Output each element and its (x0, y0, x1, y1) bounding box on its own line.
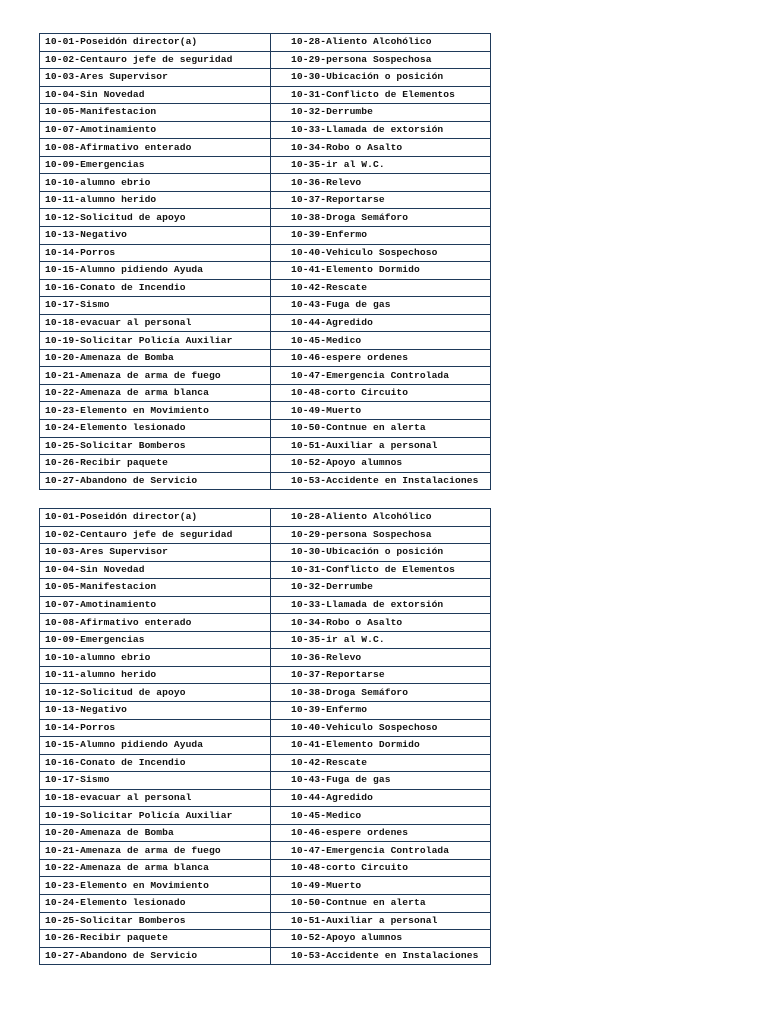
code-cell-left: 10-16-Conato de Incendio (40, 279, 271, 297)
table-row (40, 402, 491, 420)
table-row (40, 666, 491, 684)
code-cell-left: 10-05-Manifestacion (40, 579, 271, 597)
code-cell-left: 10-10-alumno ebrio (40, 174, 271, 192)
codes-table-body (40, 509, 491, 965)
table-row (40, 930, 491, 948)
table-row (40, 561, 491, 579)
code-cell-left: 10-16-Conato de Incendio (40, 754, 271, 772)
table-row (40, 297, 491, 315)
code-cell-right: 10-29-persona Sospechosa (271, 51, 491, 69)
code-cell-right: 10-30-Ubicación o posición (271, 544, 491, 562)
code-cell-right: 10-51-Auxiliar a personal (271, 912, 491, 930)
code-cell-right: 10-46-espere ordenes (271, 349, 491, 367)
code-cell-right: 10-45-Medico (271, 332, 491, 350)
code-cell-left: 10-14-Porros (40, 244, 271, 262)
code-cell-left: 10-12-Solicitud de apoyo (40, 209, 271, 227)
code-cell-right: 10-36-Relevo (271, 649, 491, 667)
code-cell-right: 10-31-Conflicto de Elementos (271, 561, 491, 579)
code-cell-right: 10-50-Contnue en alerta (271, 895, 491, 913)
code-cell-left: 10-01-Poseidón director(a) (40, 509, 271, 527)
codes-table-body (40, 34, 491, 490)
code-cell-right: 10-32-Derrumbe (271, 579, 491, 597)
code-cell-left: 10-01-Poseidón director(a) (40, 34, 271, 52)
code-cell-right: 10-35-ir al W.C. (271, 631, 491, 649)
code-cell-left: 10-24-Elemento lesionado (40, 895, 271, 913)
code-cell-left: 10-09-Emergencias (40, 631, 271, 649)
table-row (40, 121, 491, 139)
code-cell-right: 10-40-Vehiculo Sospechoso (271, 244, 491, 262)
table-row (40, 649, 491, 667)
table-row (40, 877, 491, 895)
table-row (40, 912, 491, 930)
table-row (40, 156, 491, 174)
code-cell-left: 10-09-Emergencias (40, 156, 271, 174)
code-cell-right: 10-33-Llamada de extorsión (271, 121, 491, 139)
table-row (40, 367, 491, 385)
table-row (40, 702, 491, 720)
code-cell-left: 10-26-Recibir paquete (40, 930, 271, 948)
codes-table-1 (39, 33, 491, 490)
code-cell-left: 10-14-Porros (40, 719, 271, 737)
table-row (40, 842, 491, 860)
code-cell-right: 10-32-Derrumbe (271, 104, 491, 122)
code-cell-right: 10-52-Apoyo alumnos (271, 455, 491, 473)
table-row (40, 104, 491, 122)
code-cell-left: 10-05-Manifestacion (40, 104, 271, 122)
table-row (40, 684, 491, 702)
code-cell-left: 10-26-Recibir paquete (40, 455, 271, 473)
code-cell-right: 10-42-Rescate (271, 279, 491, 297)
code-cell-left: 10-07-Amotinamiento (40, 596, 271, 614)
table-row (40, 437, 491, 455)
code-cell-right: 10-36-Relevo (271, 174, 491, 192)
code-cell-left: 10-08-Afirmativo enterado (40, 614, 271, 632)
code-cell-left: 10-25-Solicitar Bomberos (40, 912, 271, 930)
code-cell-right: 10-29-persona Sospechosa (271, 526, 491, 544)
code-cell-right: 10-45-Medico (271, 807, 491, 825)
table-row (40, 174, 491, 192)
code-cell-left: 10-15-Alumno pidiendo Ayuda (40, 262, 271, 280)
code-cell-right: 10-44-Agredido (271, 314, 491, 332)
code-cell-left: 10-20-Amenaza de Bomba (40, 349, 271, 367)
code-cell-left: 10-11-alumno herido (40, 666, 271, 684)
code-cell-left: 10-22-Amenaza de arma blanca (40, 859, 271, 877)
code-cell-right: 10-50-Contnue en alerta (271, 420, 491, 438)
code-cell-left: 10-13-Negativo (40, 227, 271, 245)
code-cell-left: 10-27-Abandono de Servicio (40, 947, 271, 965)
table-row (40, 349, 491, 367)
code-cell-left: 10-04-Sin Novedad (40, 86, 271, 104)
code-cell-right: 10-41-Elemento Dormido (271, 737, 491, 755)
code-cell-right: 10-48-corto Circuito (271, 384, 491, 402)
code-cell-right: 10-35-ir al W.C. (271, 156, 491, 174)
code-cell-right: 10-53-Accidente en Instalaciones (271, 472, 491, 490)
code-cell-right: 10-46-espere ordenes (271, 824, 491, 842)
table-row (40, 807, 491, 825)
code-cell-left: 10-03-Ares Supervisor (40, 544, 271, 562)
table-row (40, 420, 491, 438)
code-cell-right: 10-42-Rescate (271, 754, 491, 772)
code-cell-left: 10-18-evacuar al personal (40, 314, 271, 332)
table-row (40, 314, 491, 332)
code-cell-left: 10-25-Solicitar Bomberos (40, 437, 271, 455)
table-row (40, 631, 491, 649)
table-row (40, 227, 491, 245)
code-cell-right: 10-33-Llamada de extorsión (271, 596, 491, 614)
table-row (40, 895, 491, 913)
code-cell-right: 10-47-Emergencia Controlada (271, 367, 491, 385)
table-row (40, 209, 491, 227)
table-row (40, 262, 491, 280)
table-row (40, 69, 491, 87)
code-cell-left: 10-02-Centauro jefe de seguridad (40, 526, 271, 544)
table-row (40, 384, 491, 402)
code-cell-left: 10-18-evacuar al personal (40, 789, 271, 807)
code-cell-right: 10-43-Fuga de gas (271, 297, 491, 315)
table-row (40, 947, 491, 965)
code-cell-left: 10-10-alumno ebrio (40, 649, 271, 667)
code-cell-right: 10-51-Auxiliar a personal (271, 437, 491, 455)
table-row (40, 596, 491, 614)
table-row (40, 544, 491, 562)
table-row (40, 191, 491, 209)
table-row (40, 526, 491, 544)
table-row (40, 772, 491, 790)
code-cell-left: 10-19-Solicitar Policía Auxiliar (40, 332, 271, 350)
code-cell-right: 10-53-Accidente en Instalaciones (271, 947, 491, 965)
code-cell-right: 10-37-Reportarse (271, 191, 491, 209)
code-cell-right: 10-43-Fuga de gas (271, 772, 491, 790)
table-row (40, 332, 491, 350)
code-cell-right: 10-31-Conflicto de Elementos (271, 86, 491, 104)
code-cell-right: 10-44-Agredido (271, 789, 491, 807)
code-cell-left: 10-17-Sismo (40, 297, 271, 315)
table-row (40, 859, 491, 877)
code-cell-left: 10-27-Abandono de Servicio (40, 472, 271, 490)
code-cell-right: 10-40-Vehiculo Sospechoso (271, 719, 491, 737)
code-cell-right: 10-49-Muerto (271, 402, 491, 420)
code-cell-left: 10-04-Sin Novedad (40, 561, 271, 579)
code-cell-right: 10-38-Droga Semáforo (271, 684, 491, 702)
table-row (40, 754, 491, 772)
code-cell-left: 10-23-Elemento en Movimiento (40, 877, 271, 895)
table-row (40, 51, 491, 69)
table-row (40, 579, 491, 597)
code-cell-right: 10-37-Reportarse (271, 666, 491, 684)
code-cell-right: 10-41-Elemento Dormido (271, 262, 491, 280)
table-row (40, 279, 491, 297)
code-cell-right: 10-38-Droga Semáforo (271, 209, 491, 227)
table-row (40, 824, 491, 842)
code-cell-left: 10-19-Solicitar Policía Auxiliar (40, 807, 271, 825)
code-cell-left: 10-12-Solicitud de apoyo (40, 684, 271, 702)
code-cell-left: 10-02-Centauro jefe de seguridad (40, 51, 271, 69)
code-cell-right: 10-30-Ubicación o posición (271, 69, 491, 87)
code-cell-right: 10-52-Apoyo alumnos (271, 930, 491, 948)
code-cell-left: 10-17-Sismo (40, 772, 271, 790)
table-row (40, 737, 491, 755)
code-cell-left: 10-22-Amenaza de arma blanca (40, 384, 271, 402)
table-row (40, 244, 491, 262)
code-cell-right: 10-34-Robo o Asalto (271, 614, 491, 632)
code-cell-right: 10-39-Enfermo (271, 702, 491, 720)
code-cell-right: 10-28-Aliento Alcohólico (271, 509, 491, 527)
code-cell-left: 10-08-Afirmativo enterado (40, 139, 271, 157)
table-row (40, 509, 491, 527)
code-cell-left: 10-23-Elemento en Movimiento (40, 402, 271, 420)
code-cell-right: 10-49-Muerto (271, 877, 491, 895)
code-cell-right: 10-48-corto Circuito (271, 859, 491, 877)
table-row (40, 455, 491, 473)
table-row (40, 86, 491, 104)
code-cell-right: 10-28-Aliento Alcohólico (271, 34, 491, 52)
table-row (40, 34, 491, 52)
code-cell-left: 10-24-Elemento lesionado (40, 420, 271, 438)
code-cell-right: 10-47-Emergencia Controlada (271, 842, 491, 860)
code-cell-left: 10-07-Amotinamiento (40, 121, 271, 139)
table-row (40, 139, 491, 157)
code-cell-left: 10-15-Alumno pidiendo Ayuda (40, 737, 271, 755)
table-row (40, 789, 491, 807)
code-cell-left: 10-13-Negativo (40, 702, 271, 720)
code-cell-left: 10-21-Amenaza de arma de fuego (40, 367, 271, 385)
codes-table-2 (39, 508, 491, 965)
table-row (40, 472, 491, 490)
table-row (40, 719, 491, 737)
code-cell-left: 10-21-Amenaza de arma de fuego (40, 842, 271, 860)
code-cell-right: 10-34-Robo o Asalto (271, 139, 491, 157)
table-row (40, 614, 491, 632)
code-cell-right: 10-39-Enfermo (271, 227, 491, 245)
code-cell-left: 10-11-alumno herido (40, 191, 271, 209)
code-cell-left: 10-20-Amenaza de Bomba (40, 824, 271, 842)
code-cell-left: 10-03-Ares Supervisor (40, 69, 271, 87)
